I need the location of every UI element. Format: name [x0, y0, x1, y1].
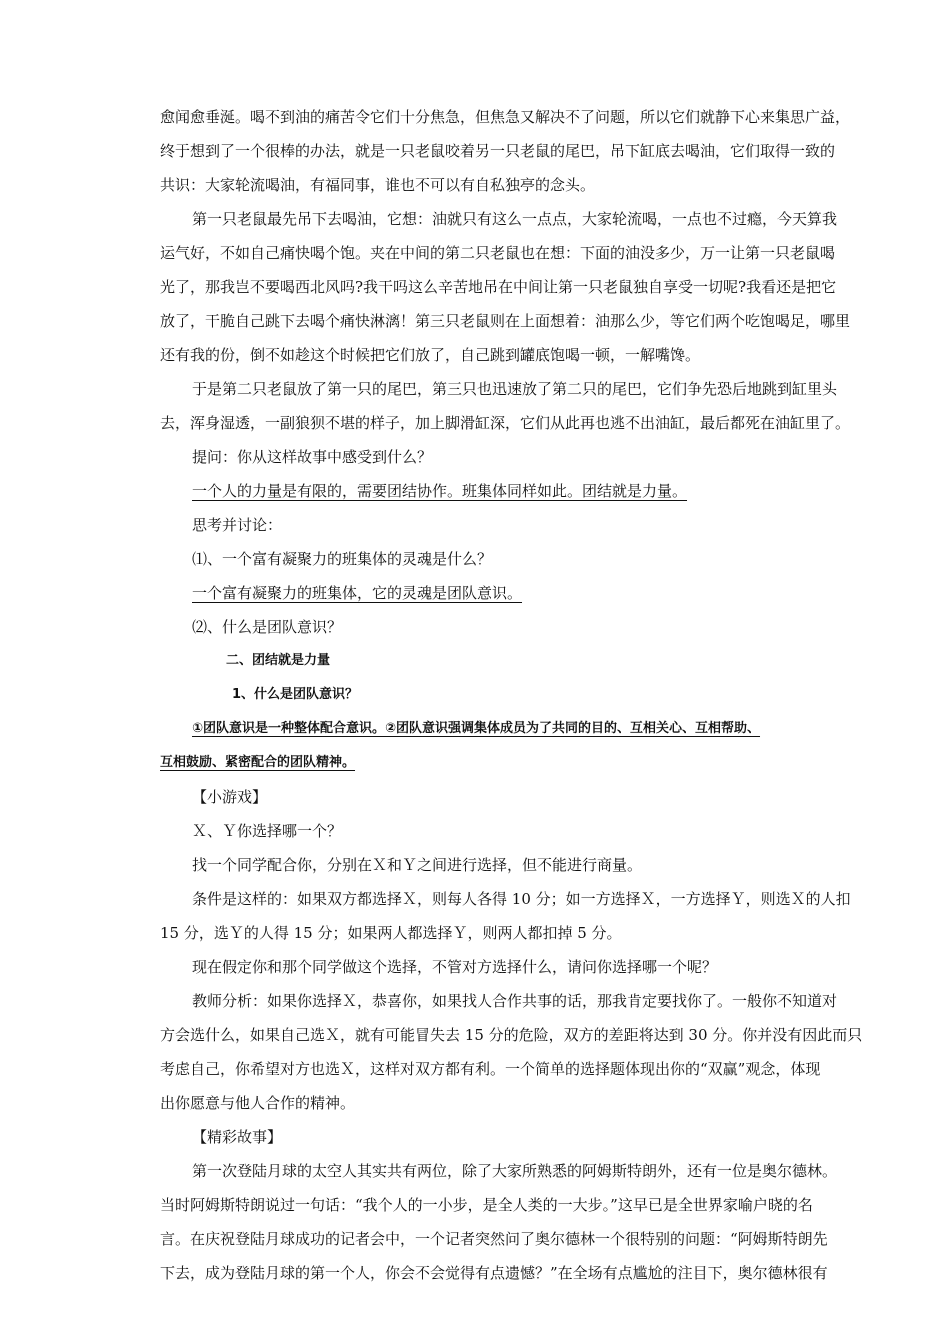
game-title: 【小游戏】 — [192, 788, 268, 806]
text-line: 出你愿意与他人合作的精神。 — [160, 1094, 356, 1112]
game-question: Ｘ、Ｙ你选择哪一个？ — [192, 822, 343, 840]
text-line: 终于想到了一个很棒的办法，就是一只老鼠咬着另一只老鼠的尾巴，吊下缸底去喝油，它们取得一致的 — [160, 142, 836, 160]
discuss-text: 思考并讨论： — [192, 516, 283, 534]
text-line: 找一个同学配合你，分别在Ｘ和Ｙ之间进行选择，但不能进行商量。 — [192, 856, 643, 874]
answer-text: 一个人的力量是有限的，需要团结协作。班集体同样如此。团结就是力量。 — [192, 482, 688, 500]
text-line: 放了，干脆自己跳下去喝个痛快淋漓！第三只老鼠则在上面想着：油那么少，等它们两个吃饱喝足，哪里 — [160, 312, 851, 330]
text-line: 运气好，不如自己痛快喝个饱。夹在中间的第二只老鼠也在想：下面的油没多少，万一让第一只老鼠喝 — [160, 244, 836, 262]
section-heading: 二、团结就是力量 — [226, 653, 331, 668]
text-line: 愈闻愈垂涎。喝不到油的痛苦令它们十分焦急，但焦急又解决不了问题，所以它们就静下心来集思广益， — [160, 108, 851, 126]
text-line: 现在假定你和那个同学做这个选择，不管对方选择什么，请问你选择哪一个呢？ — [192, 958, 718, 976]
text-line: 光了，那我岂不要喝西北风吗?我干吗这么辛苦地吊在中间让第一只老鼠独自享受一切呢?我看还是把它 — [160, 278, 837, 296]
text-line: 去，浑身湿透，一副狼狈不堪的样子，加上脚滑缸深，它们从此再也逃不出油缸，最后都死在油缸里了。 — [160, 414, 851, 432]
text-line: 当时阿姆斯特朗说过一句话：“我个人的一小步，是全人类的一大步。”这早已是全世界家喻户晓的名 — [160, 1196, 813, 1214]
document-body — [160, 100, 938, 1290]
question-2: ⑵、什么是团队意识？ — [192, 618, 343, 636]
text-line: 共识：大家轮流喝油，有福同事，谁也不可以有自私独亭的念头。 — [160, 176, 596, 194]
subsection-heading: 1、什么是团队意识？ — [232, 687, 359, 702]
text-line: 第一只老鼠最先吊下去喝油，它想：油就只有这么一点点，大家轮流喝，一点也不过瘾，今天算我 — [192, 210, 838, 228]
team-definition-line: ①团队意识是一种整体配合意识。②团队意识强调集体成员为了共同的目的、互相关心、互相帮助、 — [192, 721, 761, 736]
text-line: 方会选什么，如果自己选Ｘ，就有可能冒失去 15 分的危险，双方的差距将达到 30 分。你并没有因此而只 — [160, 1026, 863, 1044]
answer-1: 一个富有凝聚力的班集体，它的灵魂是团队意识。 — [192, 584, 523, 602]
text-line: 教师分析：如果你选择Ｘ，恭喜你，如果找人合作共事的话，那我肯定要找你了。一般你不知道对 — [192, 992, 838, 1010]
text-line: 条件是这样的：如果双方都选择Ｘ，则每人各得 10 分；如一方选择Ｘ，一方选择Ｙ，则选Ｘ的人扣 — [192, 890, 851, 908]
text-line: 考虑自己，你希望对方也选Ｘ，这样对双方都有利。一个简单的选择题体现出你的“双赢”观念，体现 — [160, 1060, 821, 1078]
text-line: 于是第二只老鼠放了第一只的尾巴，第三只也迅速放了第二只的尾巴，它们争先恐后地跳到缸里头 — [192, 380, 838, 398]
team-definition-line: 互相鼓励、紧密配合的团队精神。 — [160, 755, 356, 770]
question-1: ⑴、一个富有凝聚力的班集体的灵魂是什么？ — [192, 550, 493, 568]
text-line: 言。在庆祝登陆月球成功的记者会中，一个记者突然问了奥尔德林一个很特别的问题：“阿姆斯特朗先 — [160, 1230, 828, 1248]
text-line: 下去，成为登陆月球的第一个人，你会不会觉得有点遗憾？”在全场有点尴尬的注目下，奥尔德林很有 — [160, 1264, 828, 1282]
text-line: 第一次登陆月球的太空人其实共有两位，除了大家所熟悉的阿姆斯特朗外，还有一位是奥尔德林。 — [192, 1162, 838, 1180]
text-line: 15 分，选Ｙ的人得 15 分；如果两人都选择Ｙ，则两人都扣掉 5 分。 — [160, 924, 622, 942]
question-text: 提问：你从这样故事中感受到什么？ — [192, 448, 433, 466]
text-line: 还有我的份，倒不如趁这个时候把它们放了，自己跳到罐底饱喝一顿，一解嘴馋。 — [160, 346, 701, 364]
story-title: 【精彩故事】 — [192, 1128, 283, 1146]
